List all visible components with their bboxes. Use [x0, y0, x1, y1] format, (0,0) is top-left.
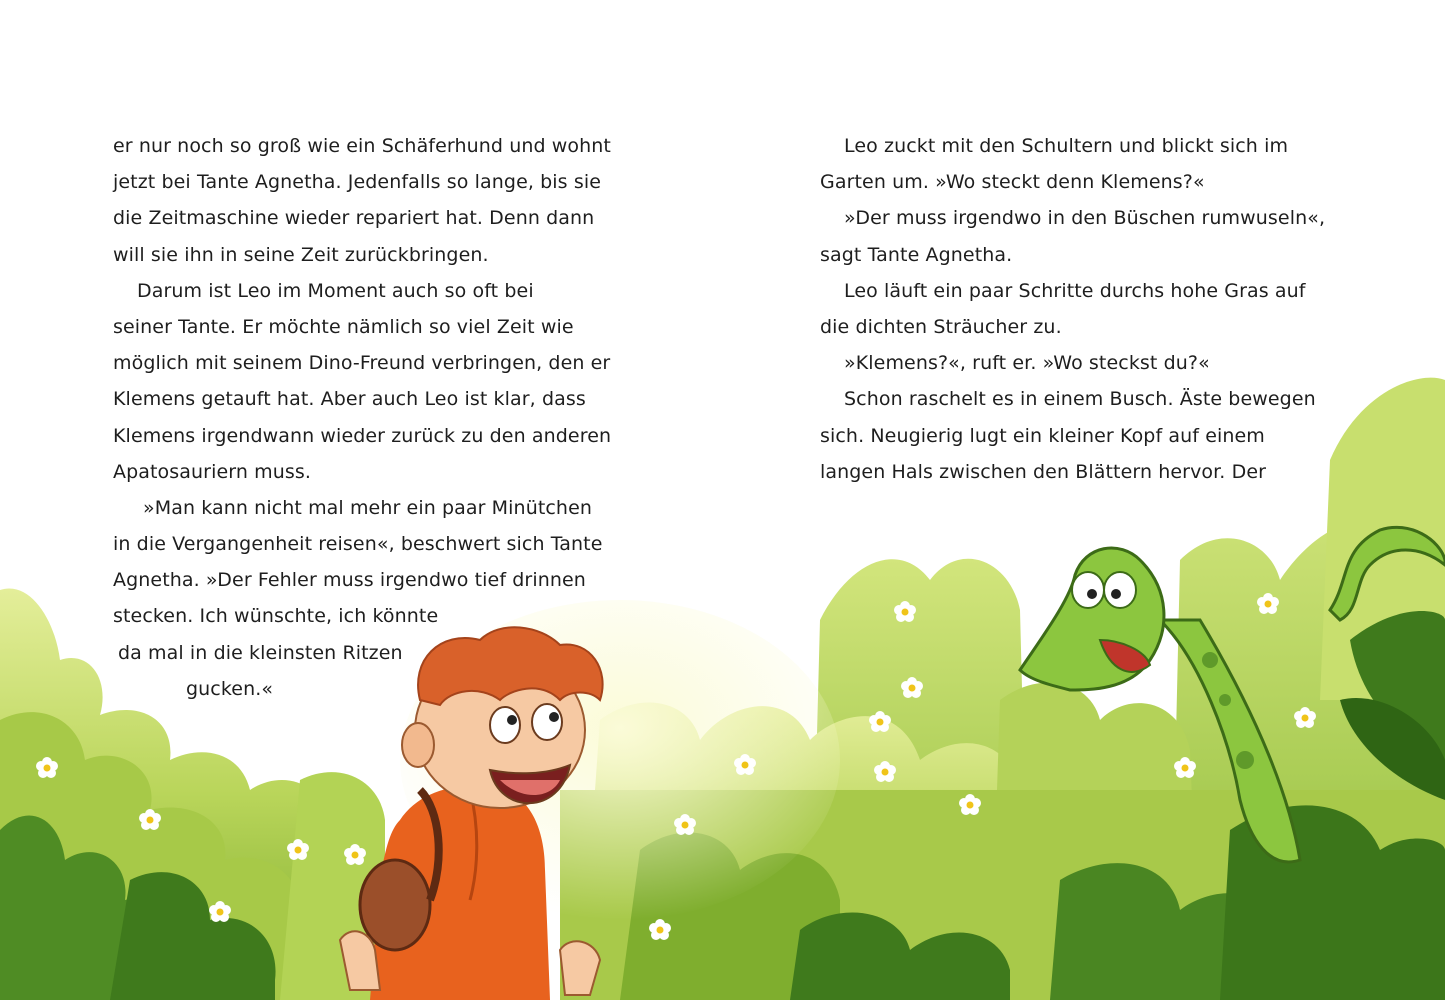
right-page-text: [820, 128, 1325, 490]
text-line: Garten um. »Wo steckt denn Klemens?«: [820, 171, 1205, 194]
text-line: Klemens irgendwann wieder zurück zu den anderen: [113, 424, 612, 447]
text-line: sagt Tante Agnetha.: [820, 243, 1013, 266]
text-line: Leo zuckt mit den Schultern und blickt sich im: [844, 135, 1289, 157]
text-line: die Zeitmaschine wieder repariert hat. Denn dann: [113, 207, 595, 230]
text-line: will sie ihn in seine Zeit zurückbringen.: [113, 243, 489, 266]
text-line: langen Hals zwischen den Blättern hervor. Der: [820, 460, 1267, 483]
text-line: jetzt bei Tante Agnetha. Jedenfalls so lange, bis sie: [113, 171, 601, 194]
text-line: die dichten Sträucher zu.: [820, 315, 1062, 338]
text-line: Apatosauriern muss.: [113, 460, 311, 483]
text-line: sich. Neugierig lugt ein kleiner Kopf auf einem: [820, 424, 1265, 447]
text-line: er nur noch so groß wie ein Schäferhund und wohnt: [113, 135, 611, 157]
text-line: »Man kann nicht mal mehr ein paar Minütchen: [143, 496, 593, 519]
text-line: »Der muss irgendwo in den Büschen rumwuseln«,: [844, 207, 1326, 230]
text-line: Agnetha. »Der Fehler muss irgendwo tief drinnen: [113, 569, 586, 592]
text-line: Schon raschelt es in einem Busch. Äste bewegen: [844, 388, 1316, 411]
text-line: möglich mit seinem Dino-Freund verbringen, den er: [113, 352, 611, 375]
left-page-text: [113, 128, 611, 707]
text-line: »Klemens?«, ruft er. »Wo steckst du?«: [844, 352, 1210, 375]
text-line: Klemens getauft hat. Aber auch Leo ist klar, dass: [113, 388, 586, 411]
text-line: da mal in die kleinsten Ritzen: [118, 641, 403, 664]
text-line: gucken.«: [186, 677, 274, 700]
text-line: seiner Tante. Er möchte nämlich so viel Zeit wie: [113, 315, 574, 338]
text-line: in die Vergangenheit reisen«, beschwert sich Tante: [113, 533, 603, 556]
text-line: stecken. Ich wünschte, ich könnte: [113, 605, 439, 628]
text-line: Darum ist Leo im Moment auch so oft bei: [137, 279, 534, 302]
text-line: Leo läuft ein paar Schritte durchs hohe Gras auf: [844, 279, 1306, 302]
